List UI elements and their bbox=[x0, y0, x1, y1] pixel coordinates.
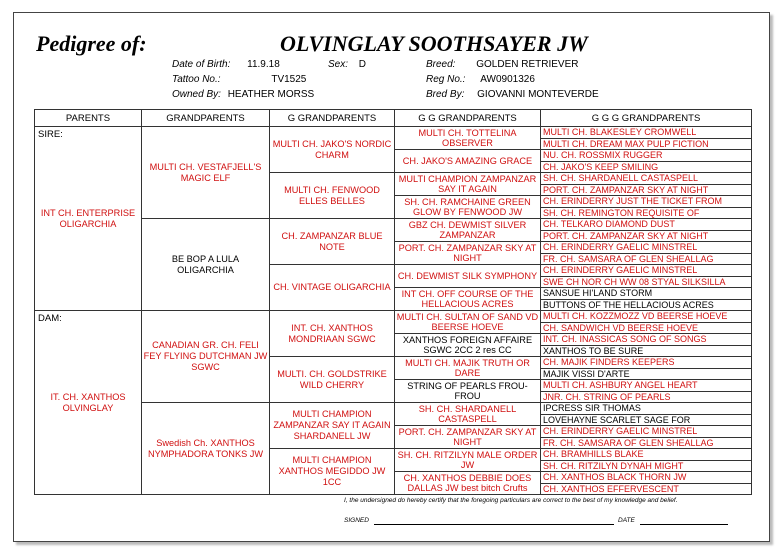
ggg-grandparent-cell-text: PORT. CH. ZAMPANZAR SKY AT NIGHT bbox=[543, 230, 709, 241]
gg-grandparent-cell bbox=[395, 449, 541, 472]
sire-cell bbox=[35, 127, 142, 311]
breed-value: GOLDEN RETRIEVER bbox=[476, 59, 579, 70]
ggg-grandparent-cell bbox=[541, 483, 752, 495]
header-ggg-grandparents: G G G GRANDPARENTS bbox=[541, 110, 752, 127]
tattoo-value: TV1525 bbox=[271, 74, 307, 85]
ggg-grandparent-cell bbox=[541, 138, 752, 150]
ggg-grandparent-cell bbox=[541, 357, 752, 369]
gg-grandparent-cell-text: SH. CH. SHARDANELL CASTASPELL bbox=[418, 403, 517, 424]
gg-grandparent-cell-text: PORT. CH. ZAMPANZAR SKY AT NIGHT bbox=[398, 242, 537, 263]
ggg-grandparent-cell bbox=[541, 437, 752, 449]
ggg-grandparent-cell-text: CH. ERINDERRY GAELIC MINSTREL bbox=[543, 265, 698, 275]
ggg-grandparent-cell-text: MULTI CH. DREAM MAX PULP FICTION bbox=[543, 138, 709, 149]
g-grandparent-cell bbox=[270, 357, 395, 403]
ggg-grandparent-cell-text: SH. CH. SHARDANELL CASTASPELL bbox=[543, 173, 699, 183]
ggg-grandparent-cell bbox=[541, 414, 752, 426]
ggg-grandparent-cell bbox=[541, 242, 752, 254]
signature-line bbox=[374, 524, 614, 525]
ggg-grandparent-cell-text: CH. XANTHOS BLACK THORN JW bbox=[543, 472, 687, 482]
gg-grandparent-cell-text: CH. JAKO'S AMAZING GRACE bbox=[402, 155, 533, 166]
dam-cell-text: IT. CH. XANTHOS OLVINGLAY bbox=[50, 391, 126, 413]
grandparent-cell-text: CANADIAN GR. CH. FELI FEY FLYING DUTCHMAN JW SGWC bbox=[143, 340, 268, 372]
ggg-grandparent-cell-text: JNR. CH. STRING OF PEARLS bbox=[543, 391, 671, 402]
g-grandparent-cell-text: MULTI CH. FENWOOD ELLES BELLES bbox=[284, 184, 380, 206]
breeder-label: Bred By: bbox=[426, 89, 465, 100]
ggg-grandparent-cell-text: CH. ERINDERRY JUST THE TICKET FROM bbox=[543, 196, 723, 206]
dob-row bbox=[172, 59, 280, 70]
ggg-grandparent-cell bbox=[541, 460, 752, 472]
gg-grandparent-cell bbox=[395, 334, 541, 357]
header-gg-grandparents: G G GRANDPARENTS bbox=[395, 110, 541, 127]
ggg-grandparent-cell-text: PORT. CH. ZAMPANZAR SKY AT NIGHT bbox=[543, 184, 709, 195]
g-grandparent-cell bbox=[270, 403, 395, 449]
gg-grandparent-cell bbox=[395, 173, 541, 196]
ggg-grandparent-cell-text: SWE CH NOR CH WW 08 STYAL SILKSILLA bbox=[543, 276, 726, 287]
signed-label: SIGNED bbox=[344, 517, 369, 524]
ggg-grandparent-cell bbox=[541, 391, 752, 403]
ggg-grandparent-cell-text: NU. CH. ROSSMIX RUGGER bbox=[543, 150, 663, 160]
ggg-grandparent-cell-text: MULTI CH. ASHBURY ANGEL HEART bbox=[543, 380, 698, 390]
gg-grandparent-cell bbox=[395, 242, 541, 265]
ggg-grandparent-cell bbox=[541, 345, 752, 357]
gg-grandparent-cell bbox=[395, 311, 541, 334]
g-grandparent-cell bbox=[270, 173, 395, 219]
sex-value: D bbox=[358, 59, 367, 70]
gg-grandparent-cell bbox=[395, 288, 541, 311]
grandparent-cell bbox=[142, 403, 270, 495]
ggg-grandparent-cell-text: XANTHOS TO BE SURE bbox=[543, 345, 644, 356]
g-grandparent-cell-text: INT. CH. XANTHOS MONDRIAAN SGWC bbox=[288, 322, 376, 344]
g-grandparent-cell-text: CH. VINTAGE OLIGARCHIA bbox=[273, 282, 391, 292]
ggg-grandparent-cell bbox=[541, 173, 752, 185]
table-row bbox=[35, 311, 752, 323]
ggg-grandparent-cell bbox=[541, 368, 752, 380]
ggg-grandparent-cell-text: IPCRESS SIR THOMAS bbox=[543, 403, 641, 413]
grandparent-cell bbox=[142, 127, 270, 219]
dam-cell bbox=[35, 311, 142, 495]
pedigree-page bbox=[13, 12, 770, 542]
header-row bbox=[35, 110, 752, 127]
gg-grandparent-cell bbox=[395, 426, 541, 449]
ggg-grandparent-cell bbox=[541, 403, 752, 415]
g-grandparent-cell bbox=[270, 219, 395, 265]
ggg-grandparent-cell-text: CH. BRAMHILLS BLAKE bbox=[543, 449, 644, 459]
ggg-grandparent-cell-text: CH. JAKO'S KEEP SMILING bbox=[543, 161, 659, 172]
ggg-grandparent-cell bbox=[541, 150, 752, 162]
reg-value: AW0901326 bbox=[480, 74, 535, 85]
gg-grandparent-cell-text: SH. CH. RAMCHAINE GREEN GLOW BY FENWOOD JW bbox=[404, 196, 531, 217]
sex-label: Sex: bbox=[328, 59, 349, 70]
gg-grandparent-cell-text: CH. DEWMIST SILK SYMPHONY bbox=[397, 270, 538, 281]
g-grandparent-cell-text: MULTI CHAMPION XANTHOS MEGIDDO JW 1CC bbox=[278, 455, 386, 487]
ggg-grandparent-cell bbox=[541, 230, 752, 242]
g-grandparent-cell-text: MULTI. CH. GOLDSTRIKE WILD CHERRY bbox=[277, 368, 387, 390]
breeder-row bbox=[426, 89, 599, 100]
breeder-value: GIOVANNI MONTEVERDE bbox=[477, 89, 599, 100]
ggg-grandparent-cell bbox=[541, 288, 752, 300]
ggg-grandparent-cell bbox=[541, 311, 752, 323]
gg-grandparent-cell-text: MULTI CH. TOTTELINA OBSERVER bbox=[418, 127, 517, 148]
date-label: DATE bbox=[618, 517, 635, 524]
ggg-grandparent-cell-text: CH. MAJIK FINDERS KEEPERS bbox=[543, 357, 675, 367]
certification-text: I, the undersigned do hereby certify that the foregoing particulars are correct to the best of my knowledge and belief. bbox=[344, 497, 678, 504]
gg-grandparent-cell-text: STRING OF PEARLS FROU-FROU bbox=[407, 380, 528, 401]
ggg-grandparent-cell-text: FR. CH. SAMSARA OF GLEN SHEALLAG bbox=[543, 437, 714, 448]
ggg-grandparent-cell bbox=[541, 161, 752, 173]
ggg-grandparent-cell bbox=[541, 426, 752, 438]
tattoo-label: Tattoo No.: bbox=[172, 74, 221, 85]
dog-name: OLVINGLAY SOOTHSAYER JW bbox=[280, 31, 588, 56]
grandparent-cell bbox=[142, 311, 270, 403]
ggg-grandparent-cell-text: INT. CH. INASSICAS SONG OF SONGS bbox=[543, 334, 707, 344]
page-title: Pedigree of: bbox=[36, 31, 147, 56]
ggg-grandparent-cell-text: LOVEHAYNE SCARLET SAGE FOR bbox=[543, 414, 691, 425]
grandparent-cell bbox=[142, 219, 270, 311]
ggg-grandparent-cell-text: CH. SANDWICH VD BEERSE HOEVE bbox=[543, 322, 699, 333]
g-grandparent-cell-text: MULTI CH. JAKO'S NORDIC CHARM bbox=[272, 138, 392, 160]
ggg-grandparent-cell-text: SH. CH. REMINGTON REQUISITE OF bbox=[543, 207, 700, 218]
gg-grandparent-cell-text: CH. XANTHOS DEBBIE DOES DALLAS JW best bitch Crufts bbox=[403, 472, 532, 493]
ggg-grandparent-cell bbox=[541, 253, 752, 265]
ggg-grandparent-cell-text: FR. CH. SAMSARA OF GLEN SHEALLAG bbox=[543, 253, 714, 264]
gg-grandparent-cell bbox=[395, 380, 541, 403]
ggg-grandparent-cell bbox=[541, 276, 752, 288]
gg-grandparent-cell bbox=[395, 127, 541, 150]
ggg-grandparent-cell-text: MULTI CH. KOZZMOZZ VD BEERSE HOEVE bbox=[543, 311, 728, 321]
dob-value: 11.9.18 bbox=[247, 59, 280, 70]
sire-cell-text: INT CH. ENTERPRISE OLIGARCHIA bbox=[40, 207, 136, 229]
g-grandparent-cell bbox=[270, 449, 395, 495]
header-parents: PARENTS bbox=[35, 110, 142, 127]
ggg-grandparent-cell-text: CH. XANTHOS EFFERVESCENT bbox=[543, 483, 679, 494]
gg-grandparent-cell bbox=[395, 472, 541, 495]
owner-value: HEATHER MORSS bbox=[227, 89, 315, 100]
ggg-grandparent-cell bbox=[541, 449, 752, 461]
gg-grandparent-cell bbox=[395, 150, 541, 173]
table-row bbox=[35, 219, 752, 231]
table-row bbox=[35, 403, 752, 415]
tattoo-row bbox=[172, 74, 306, 85]
g-grandparent-cell bbox=[270, 127, 395, 173]
breed-row bbox=[426, 59, 579, 70]
gg-grandparent-cell-text: MULTI CH. MAJIK TRUTH OR DARE bbox=[405, 357, 530, 378]
header-grandparents: GRANDPARENTS bbox=[142, 110, 270, 127]
ggg-grandparent-cell bbox=[541, 334, 752, 346]
gg-grandparent-cell bbox=[395, 357, 541, 380]
gg-grandparent-cell bbox=[395, 403, 541, 426]
pedigree-body bbox=[35, 127, 752, 495]
owner-row bbox=[172, 89, 314, 100]
gg-grandparent-cell-text: INT CH. OFF COURSE OF THE HELLACIOUS ACRES bbox=[401, 288, 534, 309]
ggg-grandparent-cell-text: MAJIK VISSI D'ARTE bbox=[543, 368, 630, 379]
ggg-grandparent-cell-text: BUTTONS OF THE HELLACIOUS ACRES bbox=[543, 299, 714, 310]
ggg-grandparent-cell bbox=[541, 299, 752, 311]
ggg-grandparent-cell bbox=[541, 472, 752, 484]
breed-label: Breed: bbox=[426, 59, 456, 70]
ggg-grandparent-cell-text: CH. ERINDERRY GAELIC MINSTREL bbox=[543, 426, 698, 436]
ggg-grandparent-cell bbox=[541, 184, 752, 196]
reg-label: Reg No.: bbox=[426, 74, 466, 85]
ggg-grandparent-cell-text: SANSUE HI'LAND STORM bbox=[543, 288, 653, 298]
reg-row bbox=[426, 74, 535, 85]
gg-grandparent-cell-text: GBZ CH. DEWMIST SILVER ZAMPANZAR bbox=[408, 219, 527, 240]
gg-grandparent-cell-text: MULTI CH. SULTAN OF SAND VD BEERSE HOEVE bbox=[396, 311, 539, 332]
ggg-grandparent-cell bbox=[541, 196, 752, 208]
ggg-grandparent-cell bbox=[541, 380, 752, 392]
grandparent-cell-text: BE BOP A LULA OLIGARCHIA bbox=[171, 253, 240, 275]
gg-grandparent-cell bbox=[395, 265, 541, 288]
g-grandparent-cell-text: CH. ZAMPANZAR BLUE NOTE bbox=[281, 230, 383, 252]
table-row bbox=[35, 127, 752, 139]
gg-grandparent-cell-text: PORT. CH. ZAMPANZAR SKY AT NIGHT bbox=[398, 426, 537, 447]
ggg-grandparent-cell-text: MULTI CH. BLAKESLEY CROMWELL bbox=[543, 127, 697, 137]
ggg-grandparent-cell bbox=[541, 265, 752, 277]
gg-grandparent-cell bbox=[395, 219, 541, 242]
dob-label: Date of Birth: bbox=[172, 59, 231, 70]
g-grandparent-cell bbox=[270, 265, 395, 311]
g-grandparent-cell bbox=[270, 311, 395, 357]
dam-label: DAM: bbox=[38, 313, 62, 324]
grandparent-cell-text: MULTI CH. VESTAFJELL'S MAGIC ELF bbox=[149, 161, 262, 183]
pedigree-table bbox=[34, 109, 752, 495]
ggg-grandparent-cell-text: CH. ERINDERRY GAELIC MINSTREL bbox=[543, 242, 698, 252]
ggg-grandparent-cell bbox=[541, 322, 752, 334]
ggg-grandparent-cell-text: CH. TELKARO DIAMOND DUST bbox=[543, 219, 675, 229]
gg-grandparent-cell bbox=[395, 196, 541, 219]
owner-label: Owned By: bbox=[172, 89, 221, 100]
sex-row bbox=[328, 59, 366, 70]
gg-grandparent-cell-text: XANTHOS FOREIGN AFFAIRE SGWC 2CC 2 res CC bbox=[402, 334, 533, 355]
date-line bbox=[640, 524, 728, 525]
ggg-grandparent-cell bbox=[541, 127, 752, 139]
gg-grandparent-cell-text: SH. CH. RITZILYN MALE ORDER JW bbox=[397, 449, 538, 470]
ggg-grandparent-cell bbox=[541, 207, 752, 219]
gg-grandparent-cell-text: MULTI CHAMPION ZAMPANZAR SAY IT AGAIN bbox=[398, 173, 537, 194]
header-g-grandparents: G GRANDPARENTS bbox=[270, 110, 395, 127]
g-grandparent-cell-text: MULTI CHAMPION ZAMPANZAR SAY IT AGAIN SHARDANELL JW bbox=[273, 409, 391, 441]
sire-label: SIRE: bbox=[38, 129, 63, 140]
grandparent-cell-text: Swedish Ch. XANTHOS NYMPHADORA TONKS JW bbox=[147, 437, 264, 459]
ggg-grandparent-cell-text: SH. CH. RITZILYN DYNAH MIGHT bbox=[543, 460, 684, 471]
ggg-grandparent-cell bbox=[541, 219, 752, 231]
